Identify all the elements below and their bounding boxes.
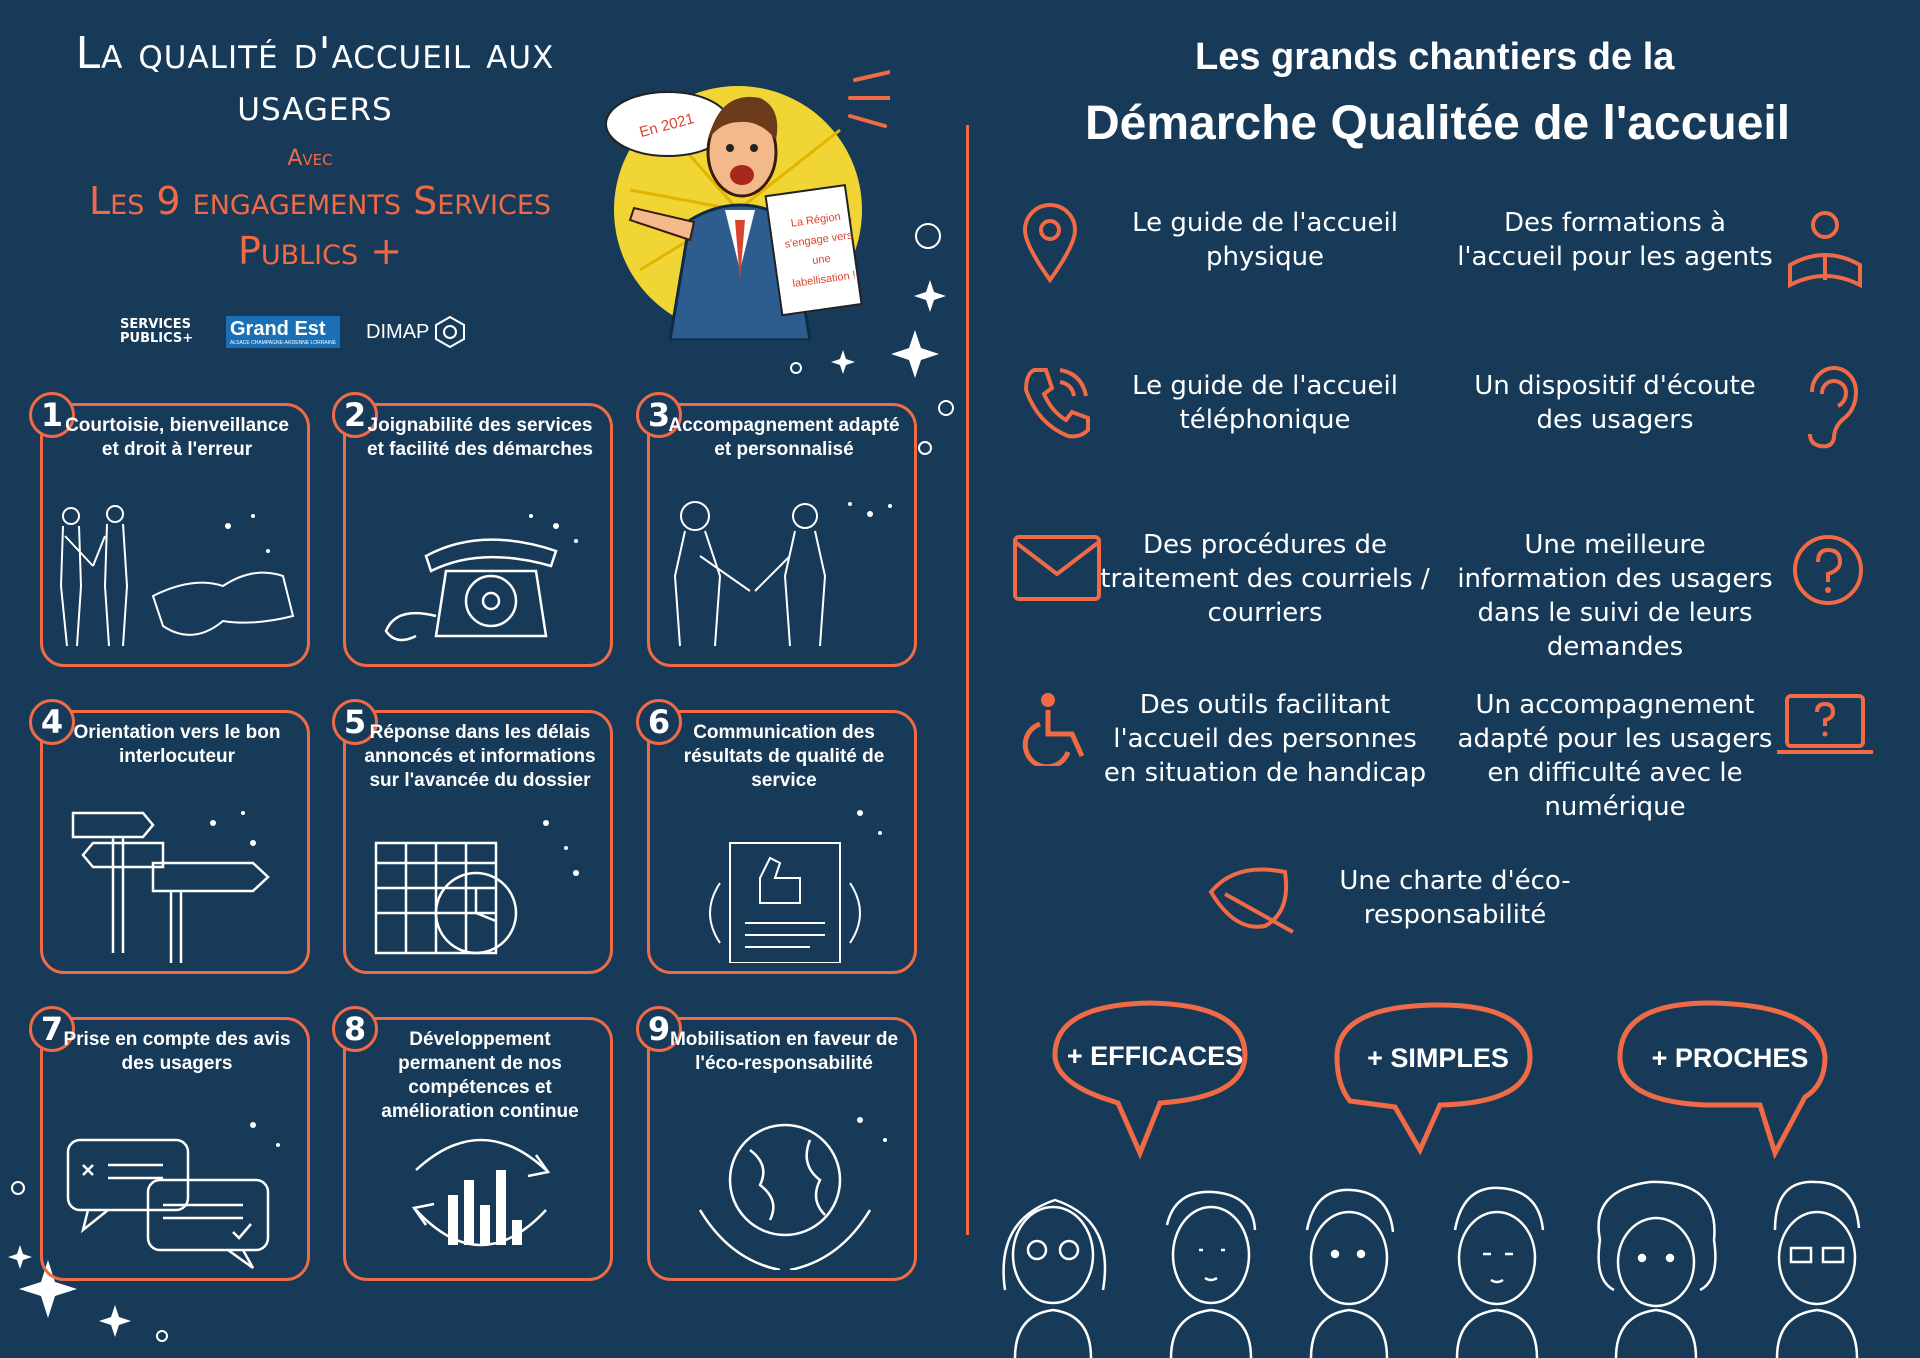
reader-icon	[1780, 205, 1870, 295]
phone-icon	[1020, 360, 1092, 440]
person-4	[1455, 1188, 1543, 1358]
card-title: Prise en compte des avis des usagers	[63, 1029, 291, 1074]
certificate-thumbs-up-illustration	[660, 803, 910, 963]
telephone-illustration	[356, 496, 606, 656]
card-number: 2	[332, 392, 378, 438]
card-title: Orientation vers le bon interlocuteur	[73, 722, 281, 767]
two-women-illustration	[660, 496, 910, 656]
services-publics-logo: SERVICES PUBLICS+	[120, 317, 194, 346]
engagement-card-3	[647, 396, 917, 667]
envelope-icon	[1012, 534, 1102, 602]
hero-sign-text: La Région s'engage vers une labellisation !	[784, 210, 857, 291]
chantier-accueil-telephonique: Le guide de l'accueil téléphonique	[1132, 371, 1398, 435]
people-sketches	[985, 1170, 1875, 1358]
growth-chart-cycle-illustration	[356, 1110, 606, 1270]
signpost-illustration	[53, 803, 303, 963]
grand-est-name: Grand Est	[230, 318, 326, 340]
calendar-clock-illustration	[356, 803, 606, 963]
card-number: 8	[332, 1006, 378, 1052]
card-title: Joignabilité des services et facilité des démarches	[367, 415, 593, 460]
card-number: 7	[29, 1006, 75, 1052]
bubble-efficaces: + EFFICACES	[1066, 1041, 1244, 1071]
card-number: 6	[636, 699, 682, 745]
chantier-formations: Des formations à l'accueil pour les agents	[1457, 208, 1773, 272]
wheelchair-icon	[1020, 690, 1096, 766]
avec-label: Avec	[287, 146, 333, 171]
main-title: La qualité d'accueil aux usagers	[75, 28, 555, 131]
vertical-divider	[966, 125, 969, 1235]
bubble-simples: + SIMPLES	[1367, 1043, 1509, 1073]
card-number: 9	[636, 1006, 682, 1052]
card-title: Accompagnement adapté et personnalisé	[668, 415, 900, 460]
handshake-illustration	[53, 496, 303, 656]
chantier-accueil-physique: Le guide de l'accueil physique	[1132, 208, 1398, 272]
person-6	[1775, 1182, 1859, 1358]
laptop-question-icon	[1775, 692, 1875, 762]
card-number: 3	[636, 392, 682, 438]
chantier-courriels: Des procédures de traitement des courriels / courriers	[1100, 530, 1430, 628]
bubble-proches: + PROCHES	[1651, 1043, 1809, 1073]
speech-bubbles	[1040, 985, 1900, 1165]
person-3	[1307, 1190, 1393, 1358]
person-1	[1004, 1200, 1105, 1358]
card-title: Développement permanent de nos compétences et amélioration continue	[381, 1029, 579, 1122]
chat-bubbles-illustration	[53, 1110, 303, 1270]
earth-in-hands-illustration	[660, 1110, 910, 1270]
person-5	[1599, 1182, 1716, 1358]
engagements-title: Les 9 engagements Services Publics +	[88, 179, 552, 273]
engagement-card-1	[40, 396, 310, 667]
chantier-ecoute: Un dispositif d'écoute des usagers	[1474, 371, 1756, 435]
card-title: Mobilisation en faveur de l'éco-responsabilité	[669, 1029, 899, 1074]
engagement-card-8	[343, 1010, 613, 1281]
question-circle-icon	[1790, 532, 1866, 608]
right-title-line1: Les grands chantiers de la	[1195, 36, 1675, 78]
card-number: 1	[29, 392, 75, 438]
chantier-information-suivi: Une meilleure information des usagers dans le suivi de leurs demandes	[1457, 530, 1773, 662]
card-title: Réponse dans les délais annoncés et informations sur l'avancée du dossier	[364, 722, 596, 791]
engagement-card-4	[40, 703, 310, 974]
engagement-card-9	[647, 1010, 917, 1281]
location-pin-icon	[1020, 200, 1080, 290]
ear-icon	[1800, 362, 1860, 452]
right-title-line2: Démarche Qualitée de l'accueil	[1085, 97, 1791, 150]
card-number: 4	[29, 699, 75, 745]
grand-est-subtitle: ALSACE CHAMPAGNE-ARDENNE LORRAINE	[230, 340, 337, 346]
engagement-card-2	[343, 396, 613, 667]
chantier-eco-responsabilite: Une charte d'éco-responsabilité	[1339, 866, 1571, 930]
person-2	[1167, 1192, 1255, 1358]
chantier-handicap: Des outils facilitant l'accueil des personnes en situation de handicap	[1103, 690, 1427, 788]
dimap-name: DIMAP	[366, 320, 430, 343]
engagement-card-7	[40, 1010, 310, 1281]
card-title: Courtoisie, bienveillance et droit à l'erreur	[65, 415, 289, 460]
card-title: Communication des résultats de qualité de service	[683, 722, 885, 791]
card-number: 5	[332, 699, 378, 745]
hero-bubble-text: En 2021	[637, 110, 697, 142]
engagement-card-5	[343, 703, 613, 974]
engagement-card-6	[647, 703, 917, 974]
chantier-numerique: Un accompagnement adapté pour les usagers en difficulté avec le numérique	[1457, 690, 1773, 822]
